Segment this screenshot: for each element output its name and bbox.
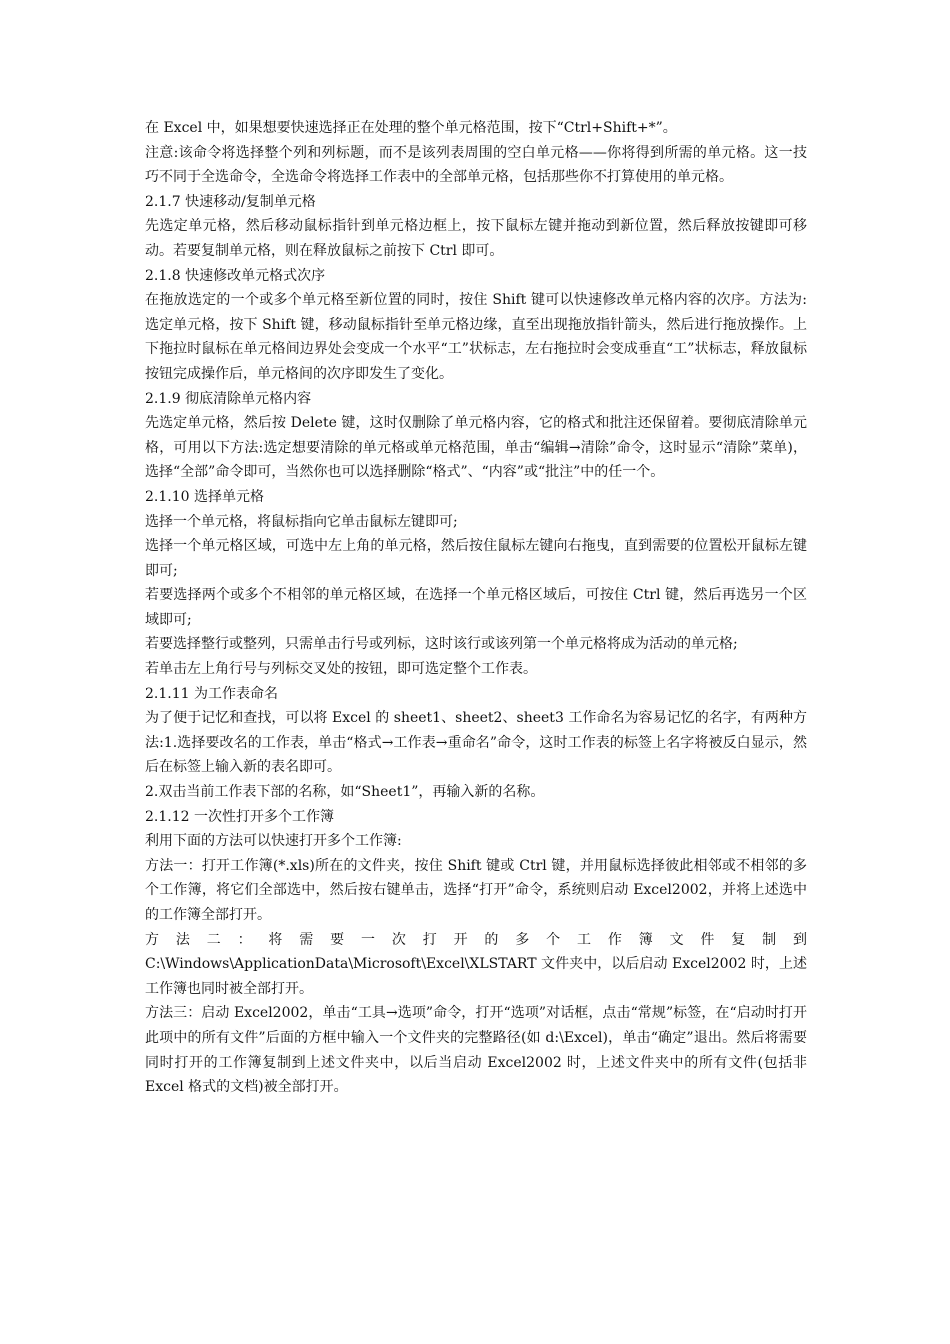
paragraph: 利用下面的方法可以快速打开多个工作簿: — [145, 833, 402, 850]
paragraph: 选择一个单元格，将鼠标指向它单击鼠标左键即可; — [145, 513, 458, 530]
section-heading: 2.1.9 彻底清除单元格内容 — [145, 390, 312, 407]
paragraph: 2.双击当前工作表下部的名称，如“Sheet1”，再输入新的名称。 — [145, 784, 545, 801]
section-heading: 2.1.8 快速修改单元格式次序 — [145, 267, 326, 284]
paragraph: 若要选择整行或整列，只需单击行号或列标，这时该行或该列第一个单元格将成为活动的单元格; — [145, 636, 738, 653]
paragraph: 方 法 二 ： 将 需 要 一 次 打 开 的 多 个 工 作 簿 文 件 复 制 到 — [145, 931, 807, 948]
document-body — [145, 116, 807, 1100]
paragraph: C:\Windows\ApplicationData\Microsoft\Excel\XLSTART 文件夹中，以后启动 Excel2002 时，上述工作簿也同时被全部打开。 — [145, 956, 807, 997]
paragraph: 若要选择两个或多个不相邻的单元格区域，在选择一个单元格区域后，可按住 Ctrl 键，然后再选另一个区域即可; — [145, 587, 807, 628]
paragraph: 为了便于记忆和查找，可以将 Excel 的 sheet1、sheet2、sheet3 工作命名为容易记忆的名字，有两种方法:1.选择要改名的工作表，单击“格式→工作表→重命名”命令，这时工作表的标签上名字将被反白显示，然后在标签上输入新的表名即可。 — [145, 710, 807, 776]
paragraph: 先选定单元格，然后按 Delete 键，这时仅删除了单元格内容，它的格式和批注还保留着。要彻底清除单元格，可用以下方法:选定想要清除的单元格或单元格范围，单击“编辑→清除”命令，这时显示“清除”菜单)，选择“全部”命令即可，当然你也可以选择删除“格式”、“内容”或“批注”中的任一个。 — [145, 415, 807, 481]
paragraph: 在拖放选定的一个或多个单元格至新位置的同时，按住 Shift 键可以快速修改单元格内容的次序。方法为:选定单元格，按下 Shift 键，移动鼠标指针至单元格边缘，直至出现拖放指针箭头，然后进行拖放操作。上下拖拉时鼠标在单元格间边界处会变成一个水平“工”状标志，左右拖拉时会变成垂直“工”状标志，释放鼠标按钮完成操作后，单元格间的次序即发生了变化。 — [145, 292, 807, 382]
paragraph: 选择一个单元格区域，可选中左上角的单元格，然后按住鼠标左键向右拖曳，直到需要的位置松开鼠标左键即可; — [145, 538, 807, 579]
section-heading: 2.1.10 选择单元格 — [145, 488, 264, 505]
paragraph: 注意:该命令将选择整个列和列标题，而不是该列表周围的空白单元格——你将得到所需的单元格。这一技巧不同于全选命令，全选命令将选择工作表中的全部单元格，包括那些你不打算使用的单元格。 — [145, 144, 807, 186]
section-heading: 2.1.7 快速移动/复制单元格 — [145, 193, 316, 210]
section-heading: 2.1.11 为工作表命名 — [145, 685, 278, 702]
section-heading: 2.1.12 一次性打开多个工作簿 — [145, 808, 334, 825]
paragraph: 方法三：启动 Excel2002，单击“工具→选项”命令，打开“选项”对话框，点击“常规”标签，在“启动时打开此项中的所有文件”后面的方框中输入一个文件夹的完整路径(如 d:\Excel)，单击“确定”退出。然后将需要同时打开的工作簿复制到上述文件夹中，以后当启动 Excel2002 时，上述文件夹中的所有文件(包括非 Excel 格式的文档)被全部打开。 — [145, 1005, 807, 1096]
paragraph: 方法一：打开工作簿(*.xls)所在的文件夹，按住 Shift 键或 Ctrl 键，并用鼠标选择彼此相邻或不相邻的多个工作簿，将它们全部选中，然后按右键单击，选择“打开”命令，系统则启动 Excel2002，并将上述选中的工作簿全部打开。 — [145, 857, 807, 923]
paragraph: 在 Excel 中，如果想要快速选择正在处理的整个单元格范围，按下“Ctrl+Shift+*”。 — [145, 120, 677, 136]
paragraph: 先选定单元格，然后移动鼠标指针到单元格边框上，按下鼠标左键并拖动到新位置，然后释放按键即可移动。若要复制单元格，则在释放鼠标之前按下 Ctrl 即可。 — [145, 218, 807, 259]
paragraph: 若单击左上角行号与列标交叉处的按钮，即可选定整个工作表。 — [145, 661, 537, 678]
